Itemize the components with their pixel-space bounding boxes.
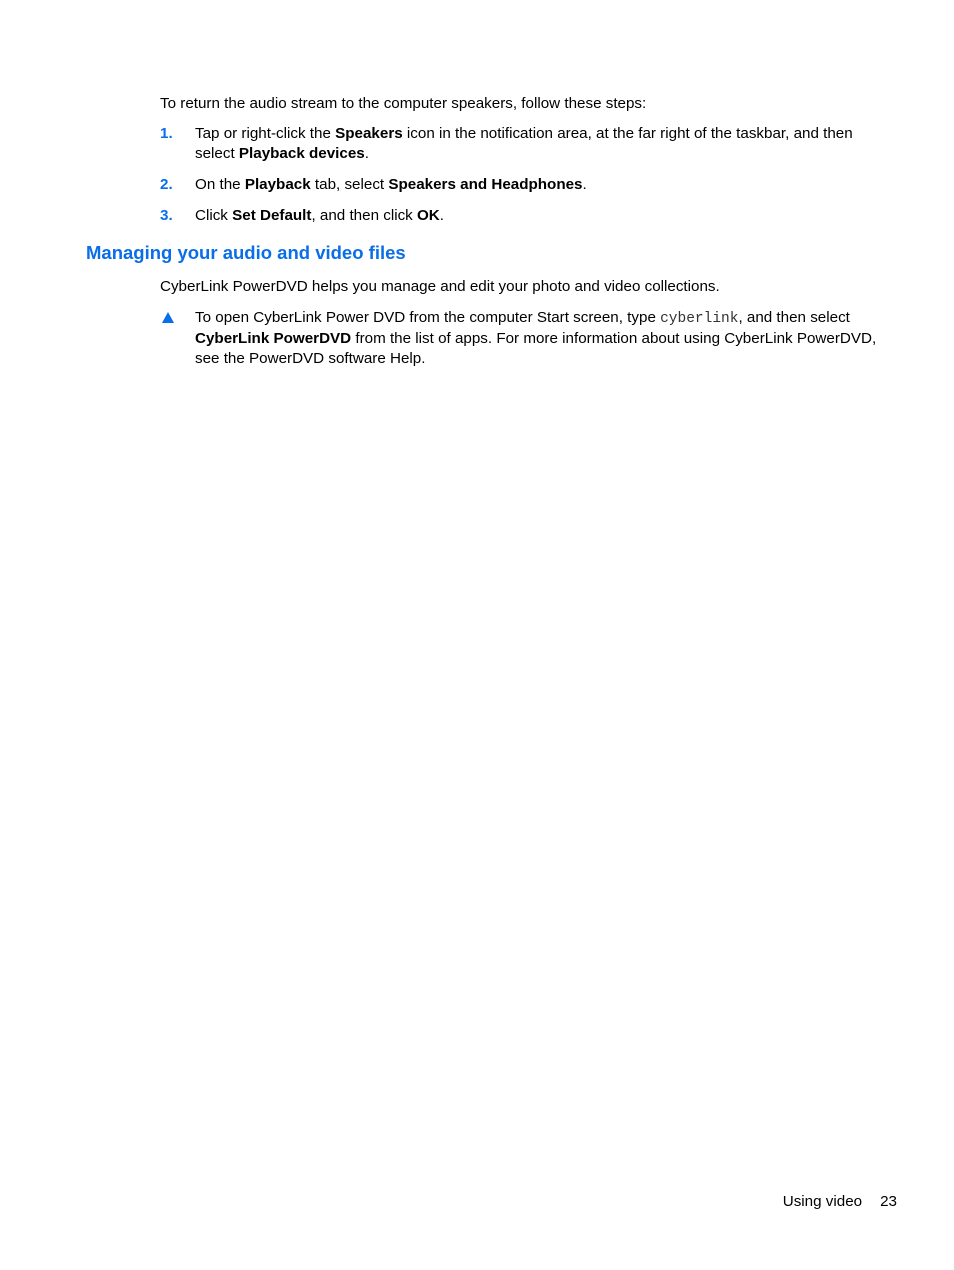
bullet-bold-term: CyberLink PowerDVD <box>195 330 352 347</box>
bullet-text: To open CyberLink Power DVD from the computer Start screen, type <box>195 309 661 326</box>
code-term: cyberlink <box>660 311 739 327</box>
step-text: . <box>582 176 587 193</box>
step-text: . <box>439 207 444 224</box>
step-text: Tap or right-click the <box>195 125 336 142</box>
section-paragraph: CyberLink PowerDVD helps you manage and edit your photo and video collections. <box>160 278 720 295</box>
step-number: 3. <box>160 207 173 224</box>
bullet-text: from the list of apps. For more information about using CyberLink PowerDVD, see the PowerDVD software Help. <box>195 330 877 367</box>
bullet-item <box>160 308 885 369</box>
steps-list <box>160 124 880 237</box>
step-text: On the <box>195 176 245 193</box>
footer-chapter-title: Using video <box>782 1193 863 1210</box>
step-number: 1. <box>160 125 173 142</box>
step-bold-term: Playback <box>244 176 311 193</box>
step-bold-term: Set Default <box>232 207 312 224</box>
step-bold-term: OK <box>416 207 440 224</box>
step-text: tab, select <box>310 176 389 193</box>
step-bold-term: Playback devices <box>238 145 365 162</box>
page-footer <box>783 1192 897 1212</box>
section-heading: Managing your audio and video files <box>86 242 406 263</box>
intro-text: To return the audio stream to the computer speakers, follow these steps: <box>160 95 647 112</box>
step-text: , and then click <box>311 207 417 224</box>
list-item <box>160 206 880 226</box>
triangle-up-icon <box>162 312 174 323</box>
page-number: 23 <box>880 1193 897 1210</box>
step-bold-term: Speakers <box>335 125 403 142</box>
list-item <box>160 175 880 195</box>
step-text: Click <box>195 207 233 224</box>
step-text: . <box>364 145 369 162</box>
step-text: icon in the notification area, at the far right of the taskbar, and then select <box>195 125 853 162</box>
bullet-text: , and then select <box>738 309 850 326</box>
step-number: 2. <box>160 176 173 193</box>
list-item <box>160 124 880 164</box>
step-bold-term: Speakers and Headphones <box>388 176 583 193</box>
